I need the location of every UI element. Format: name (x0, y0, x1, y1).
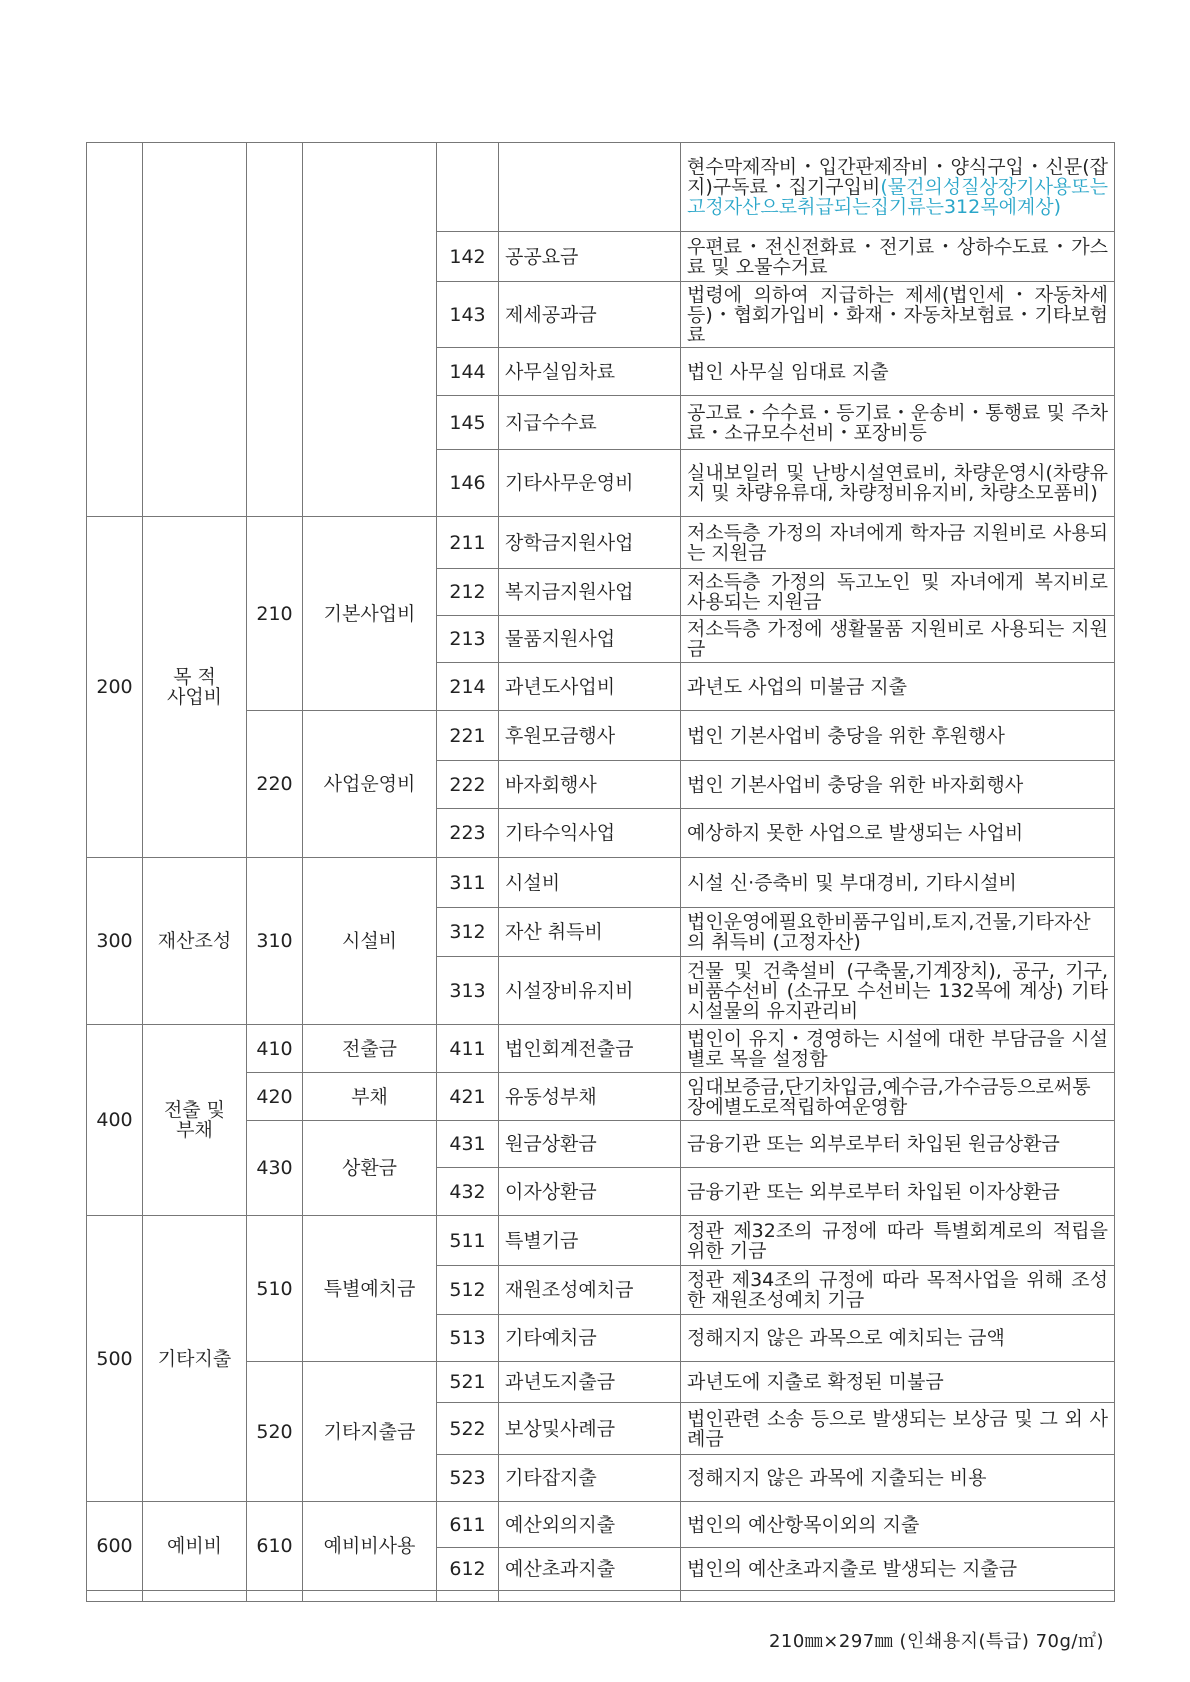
item-desc: 저소득층 가정에 생활물품 지원비로 사용되는 지원금 (681, 616, 1115, 663)
item-name: 복지금지원사업 (499, 569, 681, 616)
item-name: 기타예치금 (499, 1315, 681, 1362)
item-name: 시설비 (499, 858, 681, 908)
item-code: 521 (437, 1362, 499, 1403)
item-desc: 과년도에 지출로 확정된 미불금 (681, 1362, 1115, 1403)
item-code: 142 (437, 232, 499, 282)
table-row (87, 1502, 1115, 1548)
item-code: 512 (437, 1266, 499, 1315)
subsection-name: 기타지출금 (303, 1362, 437, 1502)
item-code: 221 (437, 711, 499, 761)
item-code: 144 (437, 348, 499, 396)
section-name: 재산조성 (143, 858, 247, 1025)
item-name: 기타수익사업 (499, 809, 681, 858)
item-name: 제세공과금 (499, 282, 681, 348)
item-desc: 우편료・전신전화료・전기료・상하수도료・가스료 및 오물수거료 (681, 232, 1115, 282)
item-desc: 건물 및 건축설비 (구축물,기계장치), 공구, 기구, 비품수선비 (소규모 수선비는 132목에 계상) 기타 시설물의 유지관리비 (681, 957, 1115, 1025)
item-code: 421 (437, 1073, 499, 1121)
subsection-name: 특별예치금 (303, 1216, 437, 1362)
item-desc: 법인 사무실 임대료 지출 (681, 348, 1115, 396)
tail-cell (247, 1591, 303, 1602)
section-code: 600 (87, 1502, 143, 1591)
item-name: 법인회계전출금 (499, 1025, 681, 1073)
subsection-name: 상환금 (303, 1121, 437, 1216)
table-row (87, 858, 1115, 908)
subsection-name: 사업운영비 (303, 711, 437, 858)
section-code: 500 (87, 1216, 143, 1502)
item-desc: 법령에 의하여 지급하는 제세(법인세・자동차세등)・협회가입비・화재・자동차보험료・기타보험료 (681, 282, 1115, 348)
item-name: 시설장비유지비 (499, 957, 681, 1025)
subsection-code: 610 (247, 1502, 303, 1591)
tail-cell (437, 1591, 499, 1602)
section-code: 400 (87, 1025, 143, 1216)
item-desc-text: 현수막제작비・입간판제작비・양식구입・신문(잡지)구독료・집기구입비 (687, 156, 1108, 198)
item-name: 기타잡지출 (499, 1455, 681, 1502)
item-name-cell (499, 143, 681, 232)
item-code: 431 (437, 1121, 499, 1168)
item-code: 212 (437, 569, 499, 616)
item-name: 지급수수료 (499, 396, 681, 450)
item-desc: 저소득층 가정의 자녀에게 학자금 지원비로 사용되는 지원금 (681, 517, 1115, 569)
section-name: 기타지출 (143, 1216, 247, 1502)
subsection-name-cell (303, 143, 437, 517)
item-desc: 예상하지 못한 사업으로 발생되는 사업비 (681, 809, 1115, 858)
section-name: 목 적 사업비 (143, 517, 247, 858)
subsection-name: 전출금 (303, 1025, 437, 1073)
subsection-code: 220 (247, 711, 303, 858)
table-row (87, 143, 1115, 232)
item-name: 보상및사례금 (499, 1403, 681, 1455)
item-desc: 정해지지 않은 과목으로 예치되는 금액 (681, 1315, 1115, 1362)
subsection-code-cell (247, 143, 303, 517)
item-code: 522 (437, 1403, 499, 1455)
item-code: 511 (437, 1216, 499, 1266)
item-name: 예산초과지출 (499, 1548, 681, 1591)
section-code: 300 (87, 858, 143, 1025)
item-code: 222 (437, 761, 499, 809)
section-name-cell (143, 143, 247, 517)
item-code: 311 (437, 858, 499, 908)
tail-cell (87, 1591, 143, 1602)
item-name: 원금상환금 (499, 1121, 681, 1168)
item-desc: 정관 제32조의 규정에 따라 특별회계로의 적립을 위한 기금 (681, 1216, 1115, 1266)
item-name: 장학금지원사업 (499, 517, 681, 569)
item-desc: 공고료・수수료・등기료・운송비・통행료 및 주차료・소규모수선비・포장비등 (681, 396, 1115, 450)
subsection-code: 510 (247, 1216, 303, 1362)
item-desc: 법인 기본사업비 충당을 위한 바자회행사 (681, 761, 1115, 809)
item-name: 예산외의지출 (499, 1502, 681, 1548)
tail-cell (143, 1591, 247, 1602)
item-name: 사무실임차료 (499, 348, 681, 396)
subsection-name: 기본사업비 (303, 517, 437, 711)
tail-cell (499, 1591, 681, 1602)
subsection-code: 210 (247, 517, 303, 711)
tail-cell (681, 1591, 1115, 1602)
item-code: 146 (437, 450, 499, 517)
subsection-code: 520 (247, 1362, 303, 1502)
subsection-name: 예비비사용 (303, 1502, 437, 1591)
item-desc: 금융기관 또는 외부로부터 차입된 원금상환금 (681, 1121, 1115, 1168)
item-desc: 시설 신·증축비 및 부대경비, 기타시설비 (681, 858, 1115, 908)
section-code: 200 (87, 517, 143, 858)
item-code: 432 (437, 1168, 499, 1216)
item-desc: 법인이 유지・경영하는 시설에 대한 부담금을 시설별로 목을 설정함 (681, 1025, 1115, 1073)
subsection-name: 부채 (303, 1073, 437, 1121)
item-code: 523 (437, 1455, 499, 1502)
item-desc: 과년도 사업의 미불금 지출 (681, 663, 1115, 711)
item-code: 223 (437, 809, 499, 858)
item-code: 312 (437, 908, 499, 957)
item-name: 유동성부채 (499, 1073, 681, 1121)
item-code: 611 (437, 1502, 499, 1548)
item-desc: 법인의 예산초과지출로 발생되는 지출금 (681, 1548, 1115, 1591)
subsection-code: 310 (247, 858, 303, 1025)
item-code-cell (437, 143, 499, 232)
subsection-name: 시설비 (303, 858, 437, 1025)
item-code: 143 (437, 282, 499, 348)
item-code: 411 (437, 1025, 499, 1073)
item-name: 과년도사업비 (499, 663, 681, 711)
item-desc: 금융기관 또는 외부로부터 차입된 이자상환금 (681, 1168, 1115, 1216)
item-desc: 법인운영에필요한비품구입비,토지,건물,기타자산의 취득비 (고정자산) (681, 908, 1115, 957)
item-code: 145 (437, 396, 499, 450)
item-name: 재원조성예치금 (499, 1266, 681, 1315)
section-name: 예비비 (143, 1502, 247, 1591)
paper-spec-footer: 210㎜×297㎜ (인쇄용지(특급) 70g/㎡) (768, 1631, 1104, 1652)
item-desc: 임대보증금,단기차입금,예수금,가수금등으로써통장에별도로적립하여운영함 (681, 1073, 1115, 1121)
table-row (87, 1216, 1115, 1266)
item-desc: 법인의 예산항목이외의 지출 (681, 1502, 1115, 1548)
subsection-code: 430 (247, 1121, 303, 1216)
item-name: 공공요금 (499, 232, 681, 282)
item-desc: 실내보일러 및 난방시설연료비, 차량운영시(차량유지 및 차량유류대, 차량정비유지비, 차량소모품비) (681, 450, 1115, 517)
item-code: 513 (437, 1315, 499, 1362)
item-name: 이자상환금 (499, 1168, 681, 1216)
item-name: 자산 취득비 (499, 908, 681, 957)
item-desc: 정해지지 않은 과목에 지출되는 비용 (681, 1455, 1115, 1502)
subsection-code: 420 (247, 1073, 303, 1121)
section-code-cell (87, 143, 143, 517)
item-desc: 법인 기본사업비 충당을 위한 후원행사 (681, 711, 1115, 761)
item-code: 313 (437, 957, 499, 1025)
item-name: 특별기금 (499, 1216, 681, 1266)
item-name: 물품지원사업 (499, 616, 681, 663)
subsection-code: 410 (247, 1025, 303, 1073)
item-name: 후원모금행사 (499, 711, 681, 761)
table-row (87, 1025, 1115, 1073)
budget-item-table (86, 142, 1115, 1602)
item-name: 기타사무운영비 (499, 450, 681, 517)
tail-cell (303, 1591, 437, 1602)
section-name: 전출 및 부채 (143, 1025, 247, 1216)
item-desc: 정관 제34조의 규정에 따라 목적사업을 위해 조성한 재원조성예치 기금 (681, 1266, 1115, 1315)
table-row (87, 517, 1115, 569)
item-name: 바자회행사 (499, 761, 681, 809)
item-code: 612 (437, 1548, 499, 1591)
item-desc: 저소득층 가정의 독고노인 및 자녀에게 복지비로 사용되는 지원금 (681, 569, 1115, 616)
item-desc-cell (681, 143, 1115, 232)
item-code: 211 (437, 517, 499, 569)
item-code: 214 (437, 663, 499, 711)
item-desc: 법인관련 소송 등으로 발생되는 보상금 및 그 외 사례금 (681, 1403, 1115, 1455)
item-name: 과년도지출금 (499, 1362, 681, 1403)
item-desc-highlight: (물건의성질상장기사용또는고정자산으로취급되는집기류는312목에계상) (687, 176, 1108, 218)
table-row-tail (87, 1591, 1115, 1602)
item-code: 213 (437, 616, 499, 663)
